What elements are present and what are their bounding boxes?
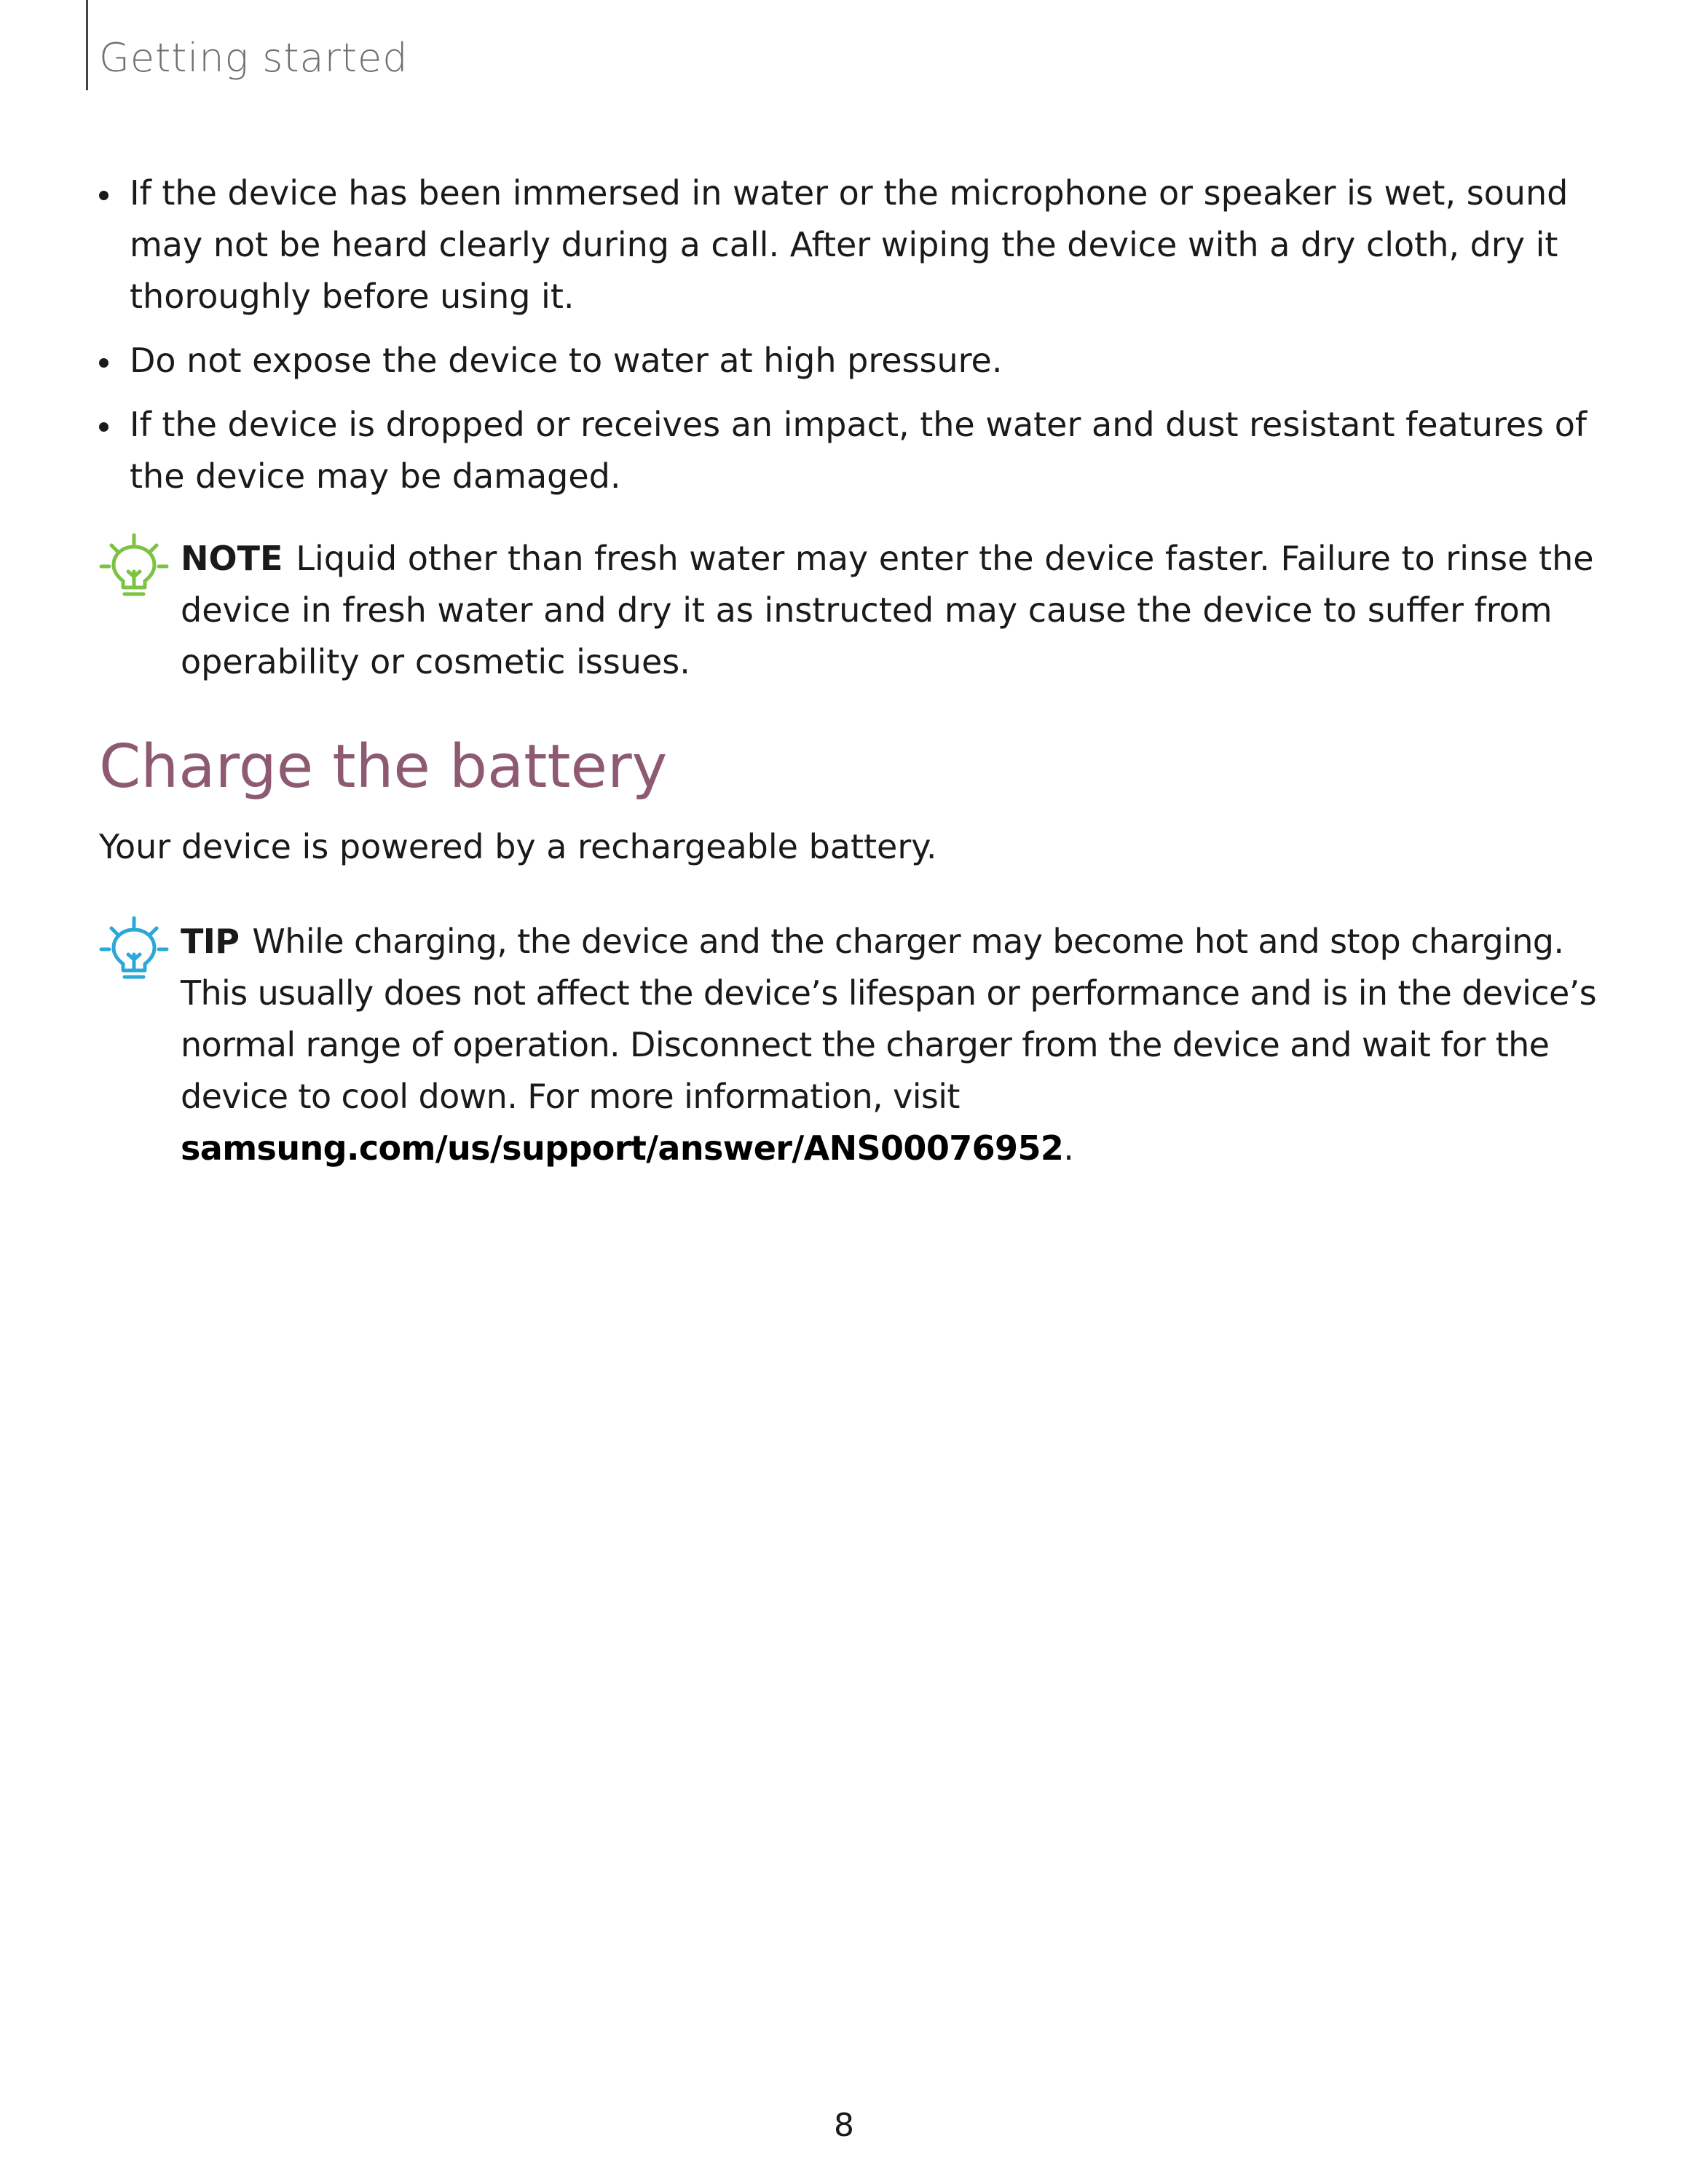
list-item [99,399,1599,502]
note-text: Liquid other than fresh water may enter the device faster. Failure to rinse the device in fresh water and dry it as instructed may cause the device to suffer from operability or cosmetic issues. [181,539,1594,681]
water-warnings-list [99,167,1599,515]
bullet-icon [99,191,109,200]
section-header-title: Getting started [99,35,409,81]
tip-text: While charging, the device and the charger may become hot and stop charging. This usually does not affect the device’s lifespan or performance and is in the device’s normal range of operation. Disconnect the charger from the device and wait for the device to cool down. For more information, visit [181,922,1597,1116]
list-item-text: If the device has been immersed in water or the microphone or speaker is wet, sound may not be heard clearly during a call. After wiping the device with a dry cloth, dry it thoroughly before using it. [130,173,1569,316]
tip-label: TIP [181,922,240,961]
bullet-icon [99,422,109,432]
list-item-text: If the device is dropped or receives an impact, the water and dust resistant features of the device may be damaged. [130,405,1588,496]
tip-link-period: . [1063,1128,1074,1168]
bullet-icon [99,358,109,368]
list-item [99,167,1599,323]
section-intro: Your device is powered by a rechargeable battery. [99,827,937,866]
tip-callout [99,916,1599,1174]
header-divider [86,0,88,90]
note-label: NOTE [181,539,283,578]
list-item-text: Do not expose the device to water at high pressure. [130,341,1003,380]
list-item [99,335,1599,387]
section-heading: Charge the battery [99,732,668,802]
support-link[interactable]: samsung.com/us/support/answer/ANS00076952 [181,1128,1064,1168]
note-callout [99,533,1599,688]
lightbulb-icon [99,916,169,986]
lightbulb-icon [99,533,169,603]
page-number: 8 [834,2107,854,2144]
